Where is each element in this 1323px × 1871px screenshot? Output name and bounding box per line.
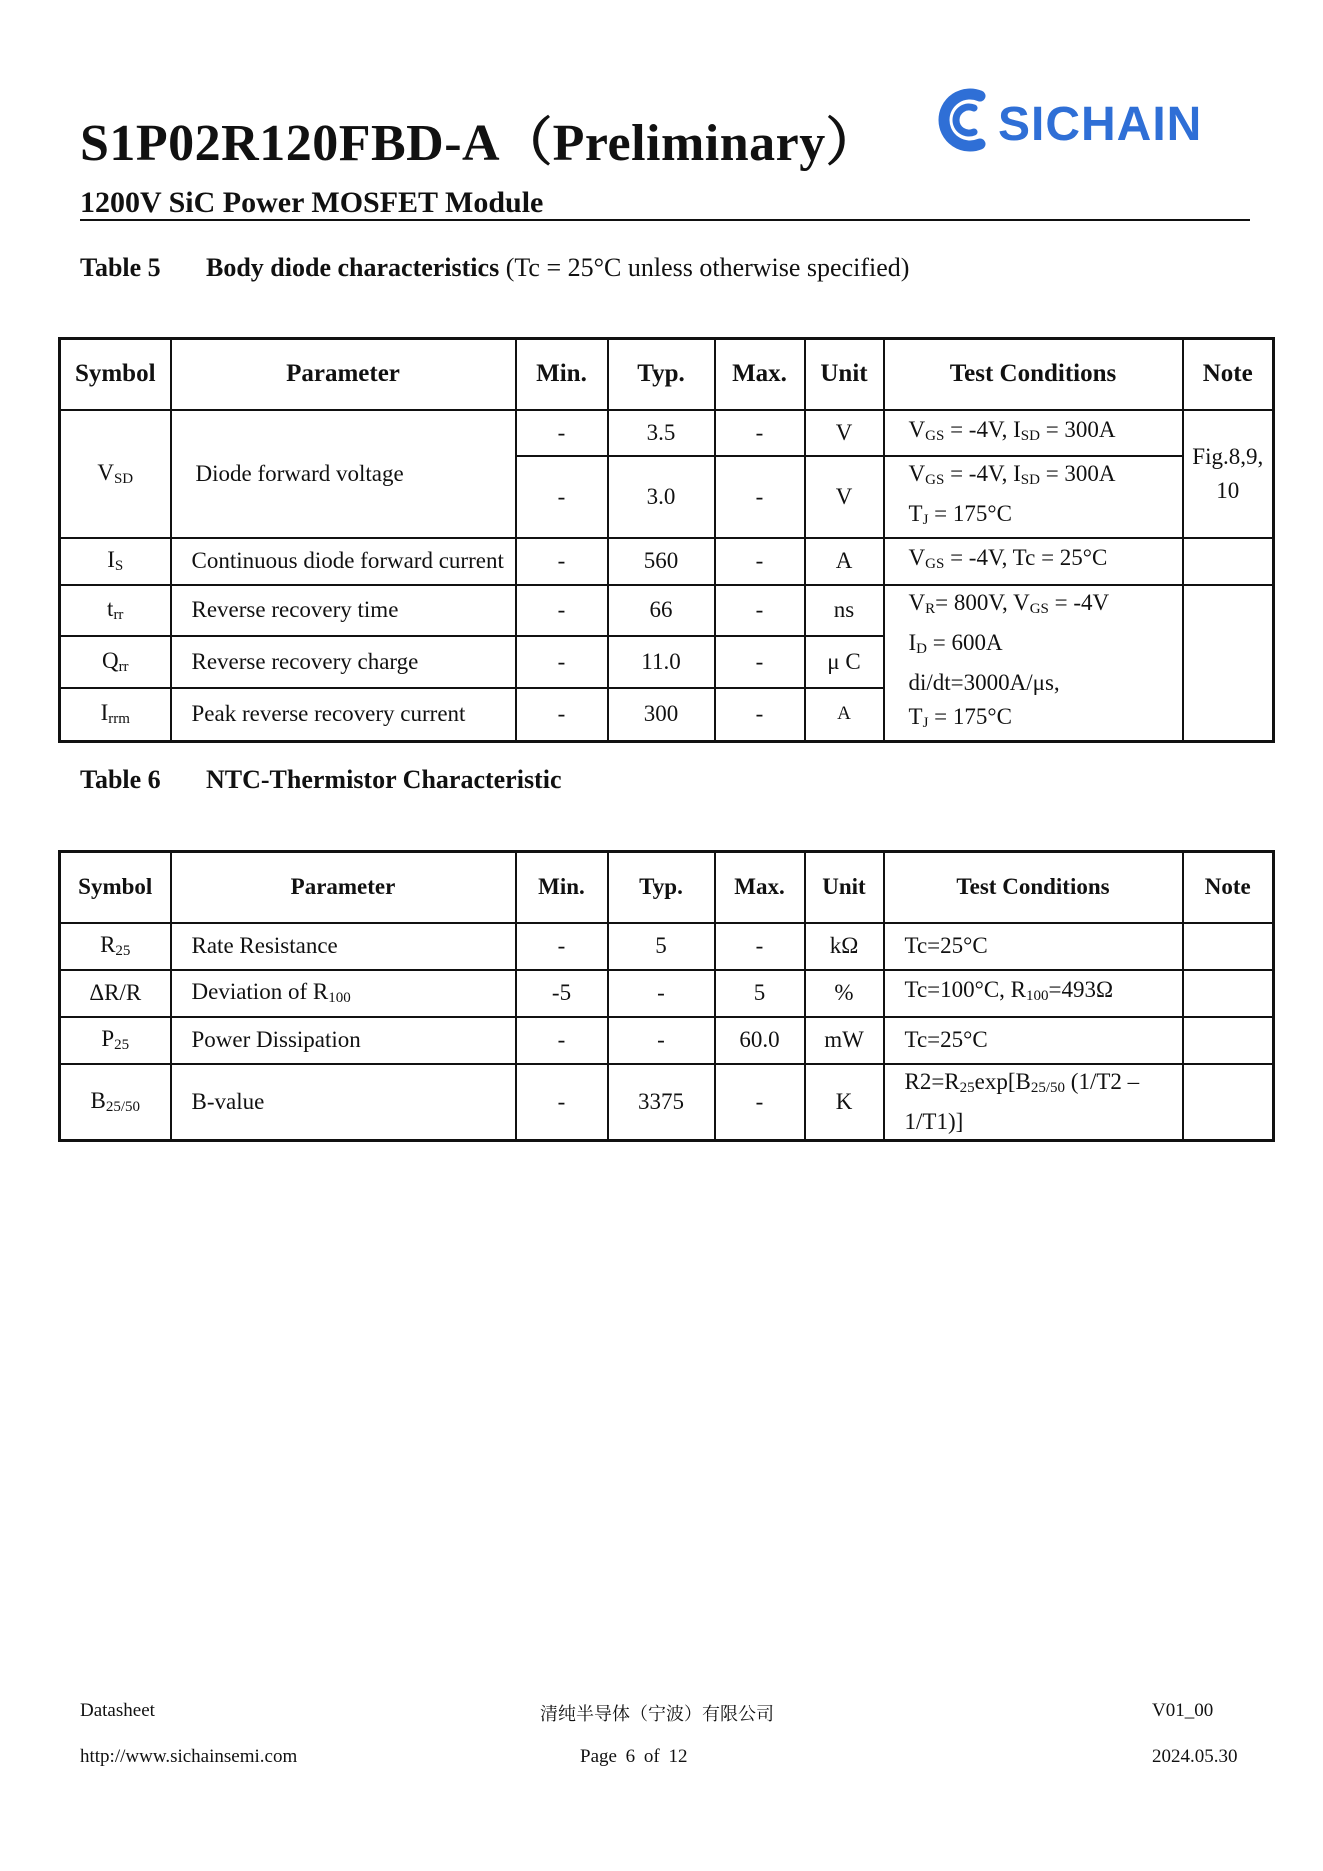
footer-version: V01_00 [1152,1700,1214,1721]
r25-max: - [715,923,805,970]
page-title: S1P02R120FBD-A（Preliminary） [80,115,879,172]
is-symbol: $I_S$ [60,538,171,585]
b-unit: K [805,1064,884,1141]
is-parameter: Continuous diode forward current [171,538,516,585]
footer-company: 清纯半导体（宁波）有限公司 [540,1704,774,1725]
irrm-typ: 300 [608,688,715,741]
p25-typ: - [608,1017,715,1064]
r25-unit: kΩ [805,923,884,970]
r25-test-condition: Tc=25°C [884,923,1183,970]
trr-typ: 66 [608,585,715,637]
col-parameter: Parameter [171,852,516,923]
table-row [60,970,1274,1017]
irrm-unit: A [805,688,884,741]
dr-parameter: Deviation of $R_{100}$ [171,970,516,1017]
trr-symbol: $t_{rr}$ [60,585,171,637]
is-test-condition: $V_{GS} = -4V$, Tc = 25°C [884,538,1183,585]
col-unit: Unit [805,852,884,923]
p25-max: 60.0 [715,1017,805,1064]
logo-graphic [928,82,1228,158]
col-parameter: Parameter [171,339,516,410]
qrr-unit: μ C [805,636,884,688]
b-test-condition: $R2=R_{25}\exp[B_{25/50}$ (1/T2 – 1/T1)] [884,1064,1183,1141]
b-min: - [516,1064,608,1141]
col-max: Max. [715,339,805,410]
qrr-min: - [516,636,608,688]
p25-symbol: $P_{25}$ [60,1017,171,1064]
vsd2-max: - [715,456,805,538]
qrr-symbol: $Q_{rr}$ [60,636,171,688]
dr-unit: % [805,970,884,1017]
is-typ: 560 [608,538,715,585]
is-note [1183,538,1274,585]
is-min: - [516,538,608,585]
table6-caption [80,765,561,795]
is-unit: A [805,538,884,585]
r25-symbol: $R_{25}$ [60,923,171,970]
col-note: Note [1183,852,1274,923]
dr-symbol: ΔR/R [60,970,171,1017]
table5-condition: (Tc = 25°C unless otherwise specified) [505,253,910,282]
b-parameter: B-value [171,1064,516,1141]
table5-number: Table 5 [80,253,161,282]
p25-test-condition: Tc=25°C [884,1017,1183,1064]
vsd1-min: - [516,410,608,456]
table-row [60,538,1274,585]
recovery-test-condition: $V_R= 800V$, $V_{GS} = -4V$ $I_D = 600A$ di/dt=3000A/μs, $T_J = 175^\circ C$ [884,585,1183,742]
col-unit: Unit [805,339,884,410]
table6 [58,850,1275,1142]
dr-min: -5 [516,970,608,1017]
vsd2-min: - [516,456,608,538]
col-min: Min. [516,339,608,410]
logo-text: SICHAIN [998,98,1203,151]
table-row [60,923,1274,970]
vsd1-unit: V [805,410,884,456]
header-rule [80,219,1250,221]
p25-note [1183,1017,1274,1064]
recovery-note [1183,585,1274,742]
table-row [60,410,1274,456]
b-symbol: $B_{25/50}$ [60,1064,171,1141]
trr-parameter: Reverse recovery time [171,585,516,637]
footer-page-number: Page 6 of 12 [580,1746,688,1767]
qrr-max: - [715,636,805,688]
trr-unit: ns [805,585,884,637]
is-max: - [715,538,805,585]
table5 [58,337,1275,743]
p25-unit: mW [805,1017,884,1064]
col-note: Note [1183,339,1274,410]
col-min: Min. [516,852,608,923]
table5-header-row [60,339,1274,410]
footer-website[interactable]: http://www.sichainsemi.com [80,1746,298,1767]
table6-name: NTC-Thermistor Characteristic [206,765,562,794]
table-row [60,585,1274,637]
dr-test-condition: Tc=100°C, $R_{100}=493\Omega$ [884,970,1183,1017]
irrm-symbol: $I_{rrm}$ [60,688,171,741]
col-test-conditions: Test Conditions [884,852,1183,923]
vsd2-unit: V [805,456,884,538]
vsd1-test-condition: $V_{GS} = -4V$, $I_{SD} = 300A$ [884,410,1183,456]
vsd-symbol: $V_{SD}$ [60,410,171,538]
col-max: Max. [715,852,805,923]
qrr-parameter: Reverse recovery charge [171,636,516,688]
b-max: - [715,1064,805,1141]
dr-note [1183,970,1274,1017]
vsd2-typ: 3.0 [608,456,715,538]
trr-min: - [516,585,608,637]
b-typ: 3375 [608,1064,715,1141]
table5-name: Body diode characteristics [206,253,500,282]
p25-parameter: Power Dissipation [171,1017,516,1064]
r25-parameter: Rate Resistance [171,923,516,970]
vsd-note: Fig.8,9, 10 [1183,410,1274,538]
vsd1-max: - [715,410,805,456]
vsd2-test-condition: $V_{GS} = -4V$, $I_{SD} = 300A$ $T_J = 175^\circ C$ [884,456,1183,538]
vsd1-typ: 3.5 [608,410,715,456]
table-row [60,1017,1274,1064]
dr-typ: - [608,970,715,1017]
r25-typ: 5 [608,923,715,970]
footer-doc-type: Datasheet [80,1700,155,1721]
dr-max: 5 [715,970,805,1017]
trr-max: - [715,585,805,637]
sichain-logo [928,82,1228,158]
p25-min: - [516,1017,608,1064]
r25-note [1183,923,1274,970]
col-test-conditions: Test Conditions [884,339,1183,410]
footer-date: 2024.05.30 [1152,1746,1238,1767]
irrm-min: - [516,688,608,741]
page-subtitle: 1200V SiC Power MOSFET Module [80,186,544,219]
b-note [1183,1064,1274,1141]
table-row [60,1064,1274,1141]
col-symbol: Symbol [60,852,171,923]
vsd-parameter: Diode forward voltage [171,410,516,538]
table6-header-row [60,852,1274,923]
table6-number: Table 6 [80,765,161,794]
col-symbol: Symbol [60,339,171,410]
r25-min: - [516,923,608,970]
col-typ: Typ. [608,339,715,410]
qrr-typ: 11.0 [608,636,715,688]
col-typ: Typ. [608,852,715,923]
table5-caption [80,253,909,283]
irrm-parameter: Peak reverse recovery current [171,688,516,741]
irrm-max: - [715,688,805,741]
